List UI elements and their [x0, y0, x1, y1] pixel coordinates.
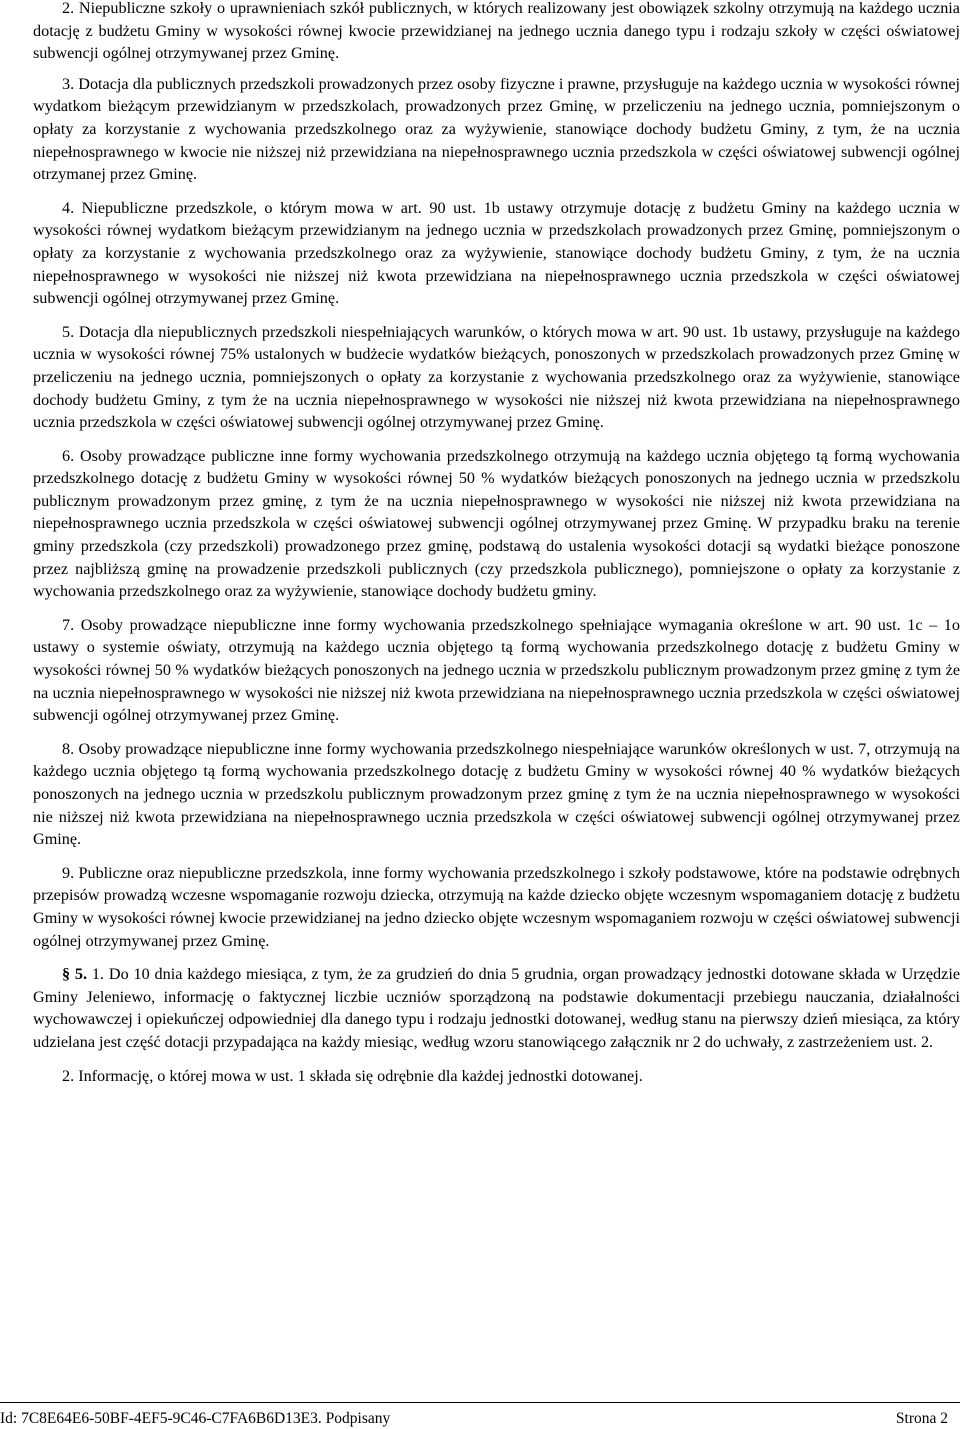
section-5-paragraph-1 [33, 963, 960, 1053]
paragraph-6: 6. Osoby prowadzące publiczne inne formy wychowania przedszkolnego otrzymują na każdego ucznia objętego tą formą wychowania przedszkolnego dotację z budżetu Gminy w wysokości równej 50 % wydatków bieżących ponoszonych na jednego ucznia w przedszkolu publicznym prowadzonym przez gminę, z tym że na ucznia niepełnosprawnego w wysokości nie niższej niż kwota przewidziana na niepełnosprawnego ucznia przedszkola w części oświatowej subwencji ogólnej otrzymywanej przez Gminę. W przypadku braku na terenie gminy przedszkola (czy przedszkoli) prowadzonego przez gminę, podstawą do ustalenia wysokości dotacji są wydatki bieżące ponoszone przez najbliższą gminę na prowadzenie przedszkoli publicznych (czy przedszkola publicznego), pomniejszone o opłaty za korzystanie z wychowania przedszkolnego oraz za wyżywienie, stanowiące dochody budżetu gminy. [33, 446, 960, 601]
paragraph-9: 9. Publiczne oraz niepubliczne przedszkola, inne formy wychowania przedszkolnego i szkoły podstawowe, które na podstawie odrębnych przepisów prowadzą wczesne wspomaganie rozwoju dziecka, otrzymują na każde dziecko objęte wczesnym wspomaganiem dotację z budżetu Gminy w wysokości równej kwocie przewidzianej na jedno dziecko objęte wczesnym wspomaganiem rozwoju w części oświatowej subwencji ogólnej otrzymywanej przez Gminę. [33, 863, 960, 950]
paragraph-7: 7. Osoby prowadzące niepubliczne inne formy wychowania przedszkolnego spełniające wymagania określone w art. 90 ust. 1c – 1o ustawy o systemie oświaty, otrzymują na każdego ucznia objętego tą formą wychowania przedszkolnego dotację z budżetu Gminy w wysokości równej 50 % wydatków bieżących ponoszonych na jednego ucznia w przedszkolu publicznym prowadzonym przez gminę z tym że na ucznia niepełnosprawnego w wysokości nie niższej niż kwota przewidziana na niepełnosprawnego ucznia przedszkola w części oświatowej subwencji ogólnej otrzymywanej przez Gminę. [33, 615, 960, 725]
paragraph-2: 2. Niepubliczne szkoły o uprawnieniach szkół publicznych, w których realizowany jest obowiązek szkolny otrzymują na każdego ucznia dotację z budżetu Gminy w wysokości równej kwocie przewidzianej na jednego ucznia danego typu i rodzaju szkoły w części oświatowej subwencji ogólnej otrzymywanej przez Gminę. [33, 0, 960, 63]
page-number: Strona 2 [895, 1410, 948, 1427]
section-5-paragraph-2: 2. Informację, o której mowa w ust. 1 składa się odrębnie dla każdej jednostki dotowanej. [62, 1066, 643, 1085]
paragraph-8: 8. Osoby prowadzące niepubliczne inne formy wychowania przedszkolnego niespełniające warunków określonych w ust. 7, otrzymują na każdego ucznia objętego tą formą wychowania przedszkolnego dotację z budżetu Gminy w wysokości równej 40 % wydatków bieżących ponoszonych na jednego ucznia w przedszkolu publicznym prowadzonym przez gminę z tym że na ucznia niepełnosprawnego w wysokości nie niższej niż kwota przewidziana na niepełnosprawnego ucznia przedszkola w części oświatowej subwencji ogólnej otrzymywanej przez Gminę. [33, 739, 960, 849]
paragraph-4: 4. Niepubliczne przedszkole, o którym mowa w art. 90 ust. 1b ustawy otrzymuje dotację z budżetu Gminy na każdego ucznia w wysokości równej wydatkom bieżącym przewidzianym na jednego ucznia w przedszkolach prowadzonych przez Gminę, pomniejszonym o opłaty za korzystanie z wychowania przedszkolnego oraz za wyżywienie, stanowiące dochody budżetu Gminy, z tym, że na ucznia niepełnosprawnego w wysokości nie niższej niż kwota przewidziana na niepełnosprawnego ucznia przedszkola w części oświatowej subwencji ogólnej otrzymywanej przez Gminę. [33, 198, 960, 308]
footer-divider [0, 1402, 960, 1403]
page-footer [0, 1407, 960, 1429]
paragraph-3: 3. Dotacja dla publicznych przedszkoli prowadzonych przez osoby fizyczne i prawne, przysługuje na każdego ucznia w wysokości równej wydatkom bieżącym przewidzianym w przedszkolach, prowadzonych przez Gminę, w przeliczeniu na jednego ucznia, pomniejszonym o opłaty za korzystanie z wychowania przedszkolnego oraz za wyżywienie, stanowiące dochody budżetu Gminy, z tym, że na ucznia niepełnosprawnego w kwocie nie niższej niż przewidziana na niepełnosprawnego ucznia przedszkola w części oświatowej subwencji ogólnej otrzymanej przez Gminę. [33, 74, 960, 184]
paragraph-5: 5. Dotacja dla niepublicznych przedszkoli niespełniających warunków, o których mowa w art. 90 ust. 1b ustawy, przysługuje na każdego ucznia w wysokości równej 75% ustalonych w budżecie wydatków bieżących, ponoszonych w przedszkolach prowadzonych przez Gminę w przeliczeniu na jednego ucznia, pomniejszonych o opłaty za korzystanie z wychowania przedszkolnego oraz za wyżywienie, stanowiące dochody budżetu Gminy, z tym że na ucznia niepełnosprawnego w wysokości nie niższej niż kwota przewidziana na niepełnosprawnego ucznia przedszkola w części oświatowej subwencji ogólnej otrzymywanej przez Gminę. [33, 322, 960, 432]
document-body [33, 0, 960, 1087]
section-5-marker: § 5. [62, 965, 88, 984]
document-id: Id: 7C8E64E6-50BF-4EF5-9C46-C7FA6B6D13E3. Podpisany [0, 1410, 391, 1427]
section-5-paragraph-1-text: 1. Do 10 dnia każdego miesiąca, z tym, że za grudzień do dnia 5 grudnia, organ prowadzący jednostki dotowane składa w Urzędzie Gminy Jeleniewo, informację o faktycznej liczbie uczniów sporządzoną na podstawie dokumentacji przebiegu nauczania, działalności wychowawczej i opiekuńczej odpowiedniej dla danego typu i rodzaju jednostki dotowanej, według stanu na pierwszy dzień miesiąca, za który udzielana jest część dotacji przypadająca na każdy miesiąc, według wzoru stanowiącego załącznik nr 2 do uchwały, z zastrzeżeniem ust. 2. [33, 965, 960, 1051]
